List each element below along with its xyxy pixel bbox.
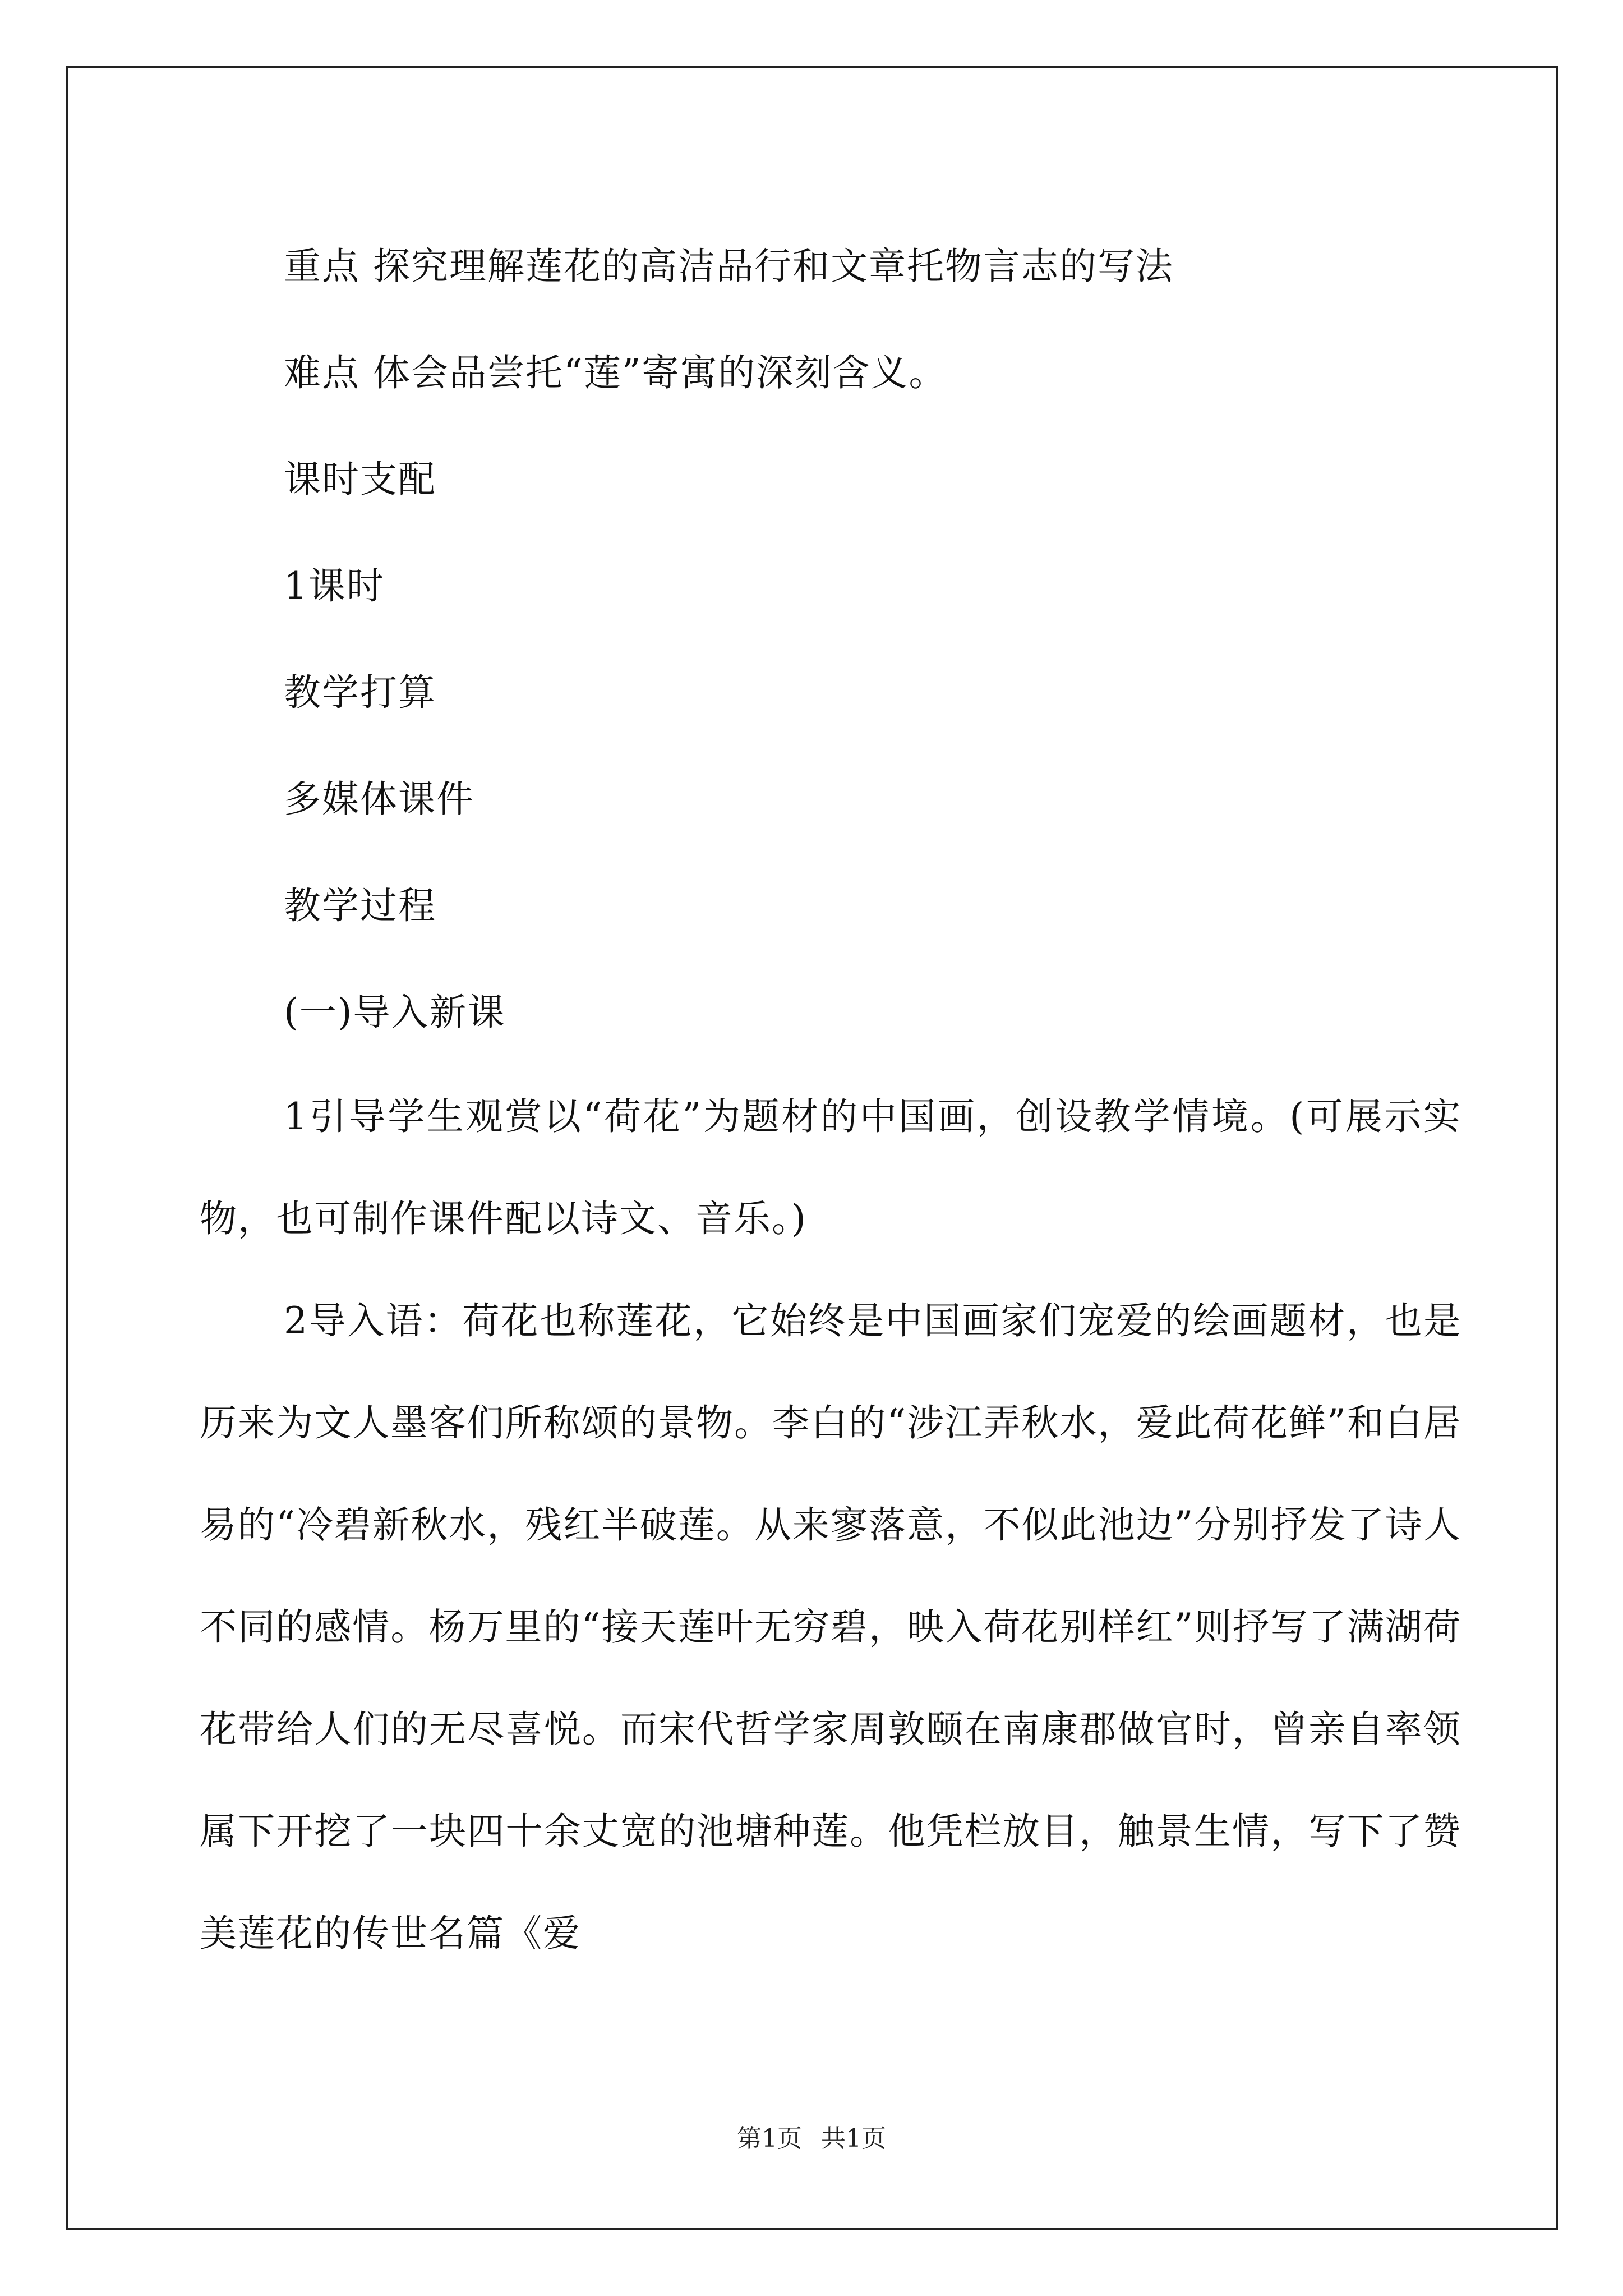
paragraph-intro-heading: (一)导入新课 <box>284 991 506 1034</box>
document-body <box>200 213 1461 1985</box>
paragraph-step-one: 1引导学生观赏以“荷花”为题材的中国画，创设教学情境。(可展示实物，也可制作课件配以诗文、音乐。) <box>200 1095 1461 1240</box>
paragraph-preparation-heading: 教学打算 <box>284 671 436 714</box>
page-number: 第1页 <box>737 2124 802 2153</box>
page-total: 共1页 <box>821 2124 886 2153</box>
paragraph-difficulty: 难点 体会品尝托“莲”寄寓的深刻含义。 <box>284 351 947 394</box>
paragraph-step-two: 2导入语：荷花也称莲花，它始终是中国画家们宠爱的绘画题材，也是历来为文人墨客们所称颂的景物。李白的“涉江弄秋水，爱此荷花鲜”和白居易的“冷碧新秋水，残红半破莲。从来寥落意，不似此池边”分别抒发了诗人不同的感情。杨万里的“接天莲叶无穷碧，映入荷花别样红”则抒写了满湖荷花带给人们的无尽喜悦。而宋代哲学家周敦颐在南康郡做官时，曾亲自率领属下开挖了一块四十余丈宽的池塘种莲。他凭栏放目，触景生情，写下了赞美莲花的传世名篇《爱 <box>200 1299 1461 1955</box>
paragraph-preparation-value: 多媒体课件 <box>284 777 474 821</box>
paragraph-schedule-value: 1课时 <box>284 564 385 608</box>
paragraph-key-point: 重点 探究理解莲花的高洁品行和文章托物言志的写法 <box>284 245 1174 288</box>
paragraph-schedule-heading: 课时支配 <box>284 458 436 501</box>
paragraph-process-heading: 教学过程 <box>284 884 436 927</box>
page-footer <box>0 2122 1623 2156</box>
